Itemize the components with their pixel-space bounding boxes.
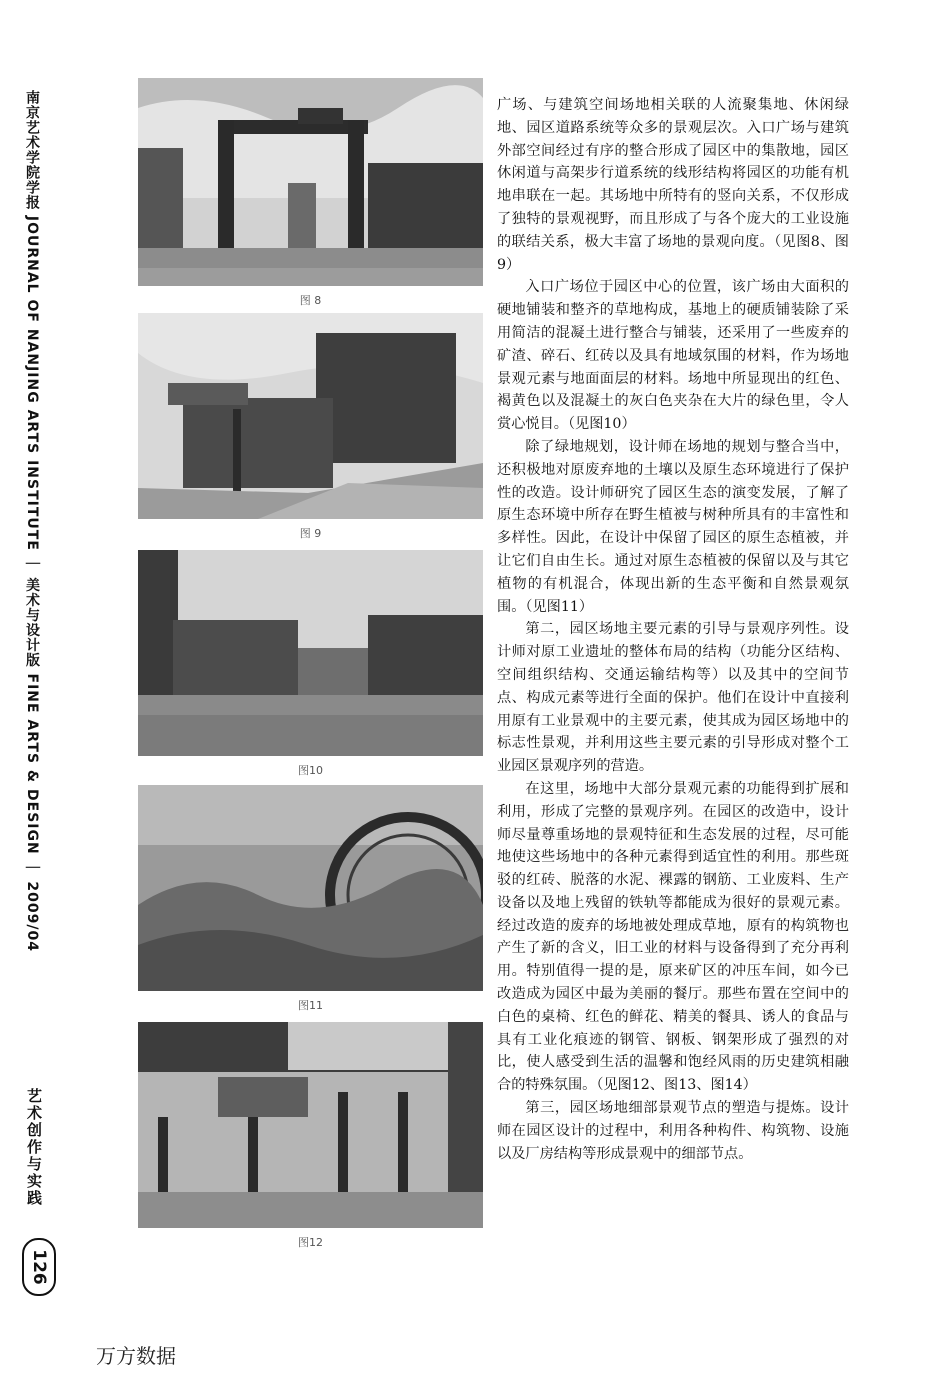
figure-10: [138, 550, 483, 778]
article-body: [497, 94, 849, 1165]
paragraph-2: 入口广场位于园区中心的位置，该广场由大面积的硬地铺装和整齐的草地构成，基地上的硬质铺装除了采用简洁的混凝土进行整合与铺装，还采用了一些废弃的矿渣、碎石、红砖以及具有地域氛围的材料，作为场地景观元素与地面面层的材料。场地中所显现出的红色、褐黄色以及混凝土的灰白色夹杂在大片的绿色里，令人赏心悦目。（见图10）: [497, 279, 849, 433]
gantry-crane-image: [138, 78, 483, 286]
steel-structure-image: [138, 1022, 483, 1228]
footer-brand: 万方数据: [96, 1344, 176, 1368]
journal-sidebar: [22, 90, 56, 952]
figure-12-caption: 图12: [298, 1236, 323, 1249]
figure-9-caption: 图 9: [299, 527, 322, 540]
paragraph-6: 第三，园区场地细部景观节点的塑造与提炼。设计师在园区设计的过程中，利用各种构件、构筑物、设施以及厂房结构等形成景观中的细部节点。: [497, 1100, 849, 1162]
page-number: 126: [22, 1238, 56, 1296]
journal-title-vertical: 南京艺术学院学报 JOURNAL OF NANJING ARTS INSTITUTE ｜ 美术与设计版 FINE ARTS & DESIGN ｜ 2009/04: [24, 90, 40, 952]
figure-9: [138, 313, 483, 541]
industrial-plaza-image: [138, 550, 483, 756]
paragraph-4: 第二，园区场地主要元素的引导与景观序列性。设计师对原工业遗址的整体布局的结构（功能分区结构、空间组织结构、交通运输结构等）以及其中的空间节点、构成元素等进行全面的保护。他们在设计中直接利用原有工业景观中的主要元素，使其成为园区场地中的标志性景观，并利用这些主要元素的引导形成对整个工业园区景观序列的营造。: [497, 621, 849, 775]
figure-11: [138, 785, 483, 1013]
paragraph-1: 广场、与建筑空间场地相关联的人流聚集地、休闲绿地、园区道路系统等众多的景观层次。入口广场与建筑外部空间经过有序的整合形成了园区中的集散地，园区休闲道与高架步行道系统的线形结构将园区的功能有机地串联在一起。其场地中所特有的竖向关系，不仅形成了独特的景观视野，而且形成了与各个庞大的工业设施的联结关系，极大丰富了场地的景观向度。（见图8、图9）: [497, 97, 849, 273]
figure-11-photo: [138, 785, 483, 991]
figure-8-caption: 图 8: [299, 294, 322, 307]
paragraph-5: 在这里，场地中大部分景观元素的功能得到扩展和利用，形成了完整的景观序列。在园区的改造中，设计师尽量尊重场地的景观特征和生态发展的过程，尽可能地使这些场地中的各种元素得到适宜性的利用。那些斑驳的红砖、脱落的水泥、裸露的钢筋、工业废料、生产设备以及地上残留的铁轨等都能成为很好的景观元素。经过改造的废弃的场地被处理成草地，原有的构筑物也产生了新的含义，旧工业的材料与设备得到了充分再利用。特别值得一提的是，原来矿区的冲压车间，如今已改造成为园区中最为美丽的餐厅。那些布置在空间中的白色的桌椅、红色的鲜花、精美的餐具、诱人的食品与具有工业化痕迹的钢管、钢板、钢架形成了强烈的对比，使人感受到生活的温馨和饱经风雨的历史建筑相融合的特殊氛围。（见图12、图13、图14）: [497, 780, 849, 1094]
figure-10-photo: [138, 550, 483, 756]
brick-building-image: [138, 313, 483, 519]
figure-8-photo: [138, 78, 483, 286]
figure-12-photo: [138, 1022, 483, 1228]
figure-8: [138, 78, 483, 308]
section-title-vertical: 艺术创作与实践: [25, 1088, 43, 1207]
figure-11-caption: 图11: [298, 999, 323, 1012]
figure-10-caption: 图10: [298, 764, 323, 777]
overgrown-wheel-image: [138, 785, 483, 991]
figure-12: [138, 1022, 483, 1250]
paragraph-3: 除了绿地规划，设计师在场地的规划与整合当中，还积极地对原废弃地的土壤以及原生态环境进行了保护性的改造。设计师研究了园区生态的演变发展，了解了原生态环境中所存在野生植被与树种所具有的丰富性和多样性。因此，在设计中保留了园区的原生态植被，并让它们自由生长。通过对原生态植被的保留以及与其它植物的有机混合，体现出新的生态平衡和自然景观氛围。（见图11）: [497, 438, 849, 615]
figure-9-photo: [138, 313, 483, 519]
